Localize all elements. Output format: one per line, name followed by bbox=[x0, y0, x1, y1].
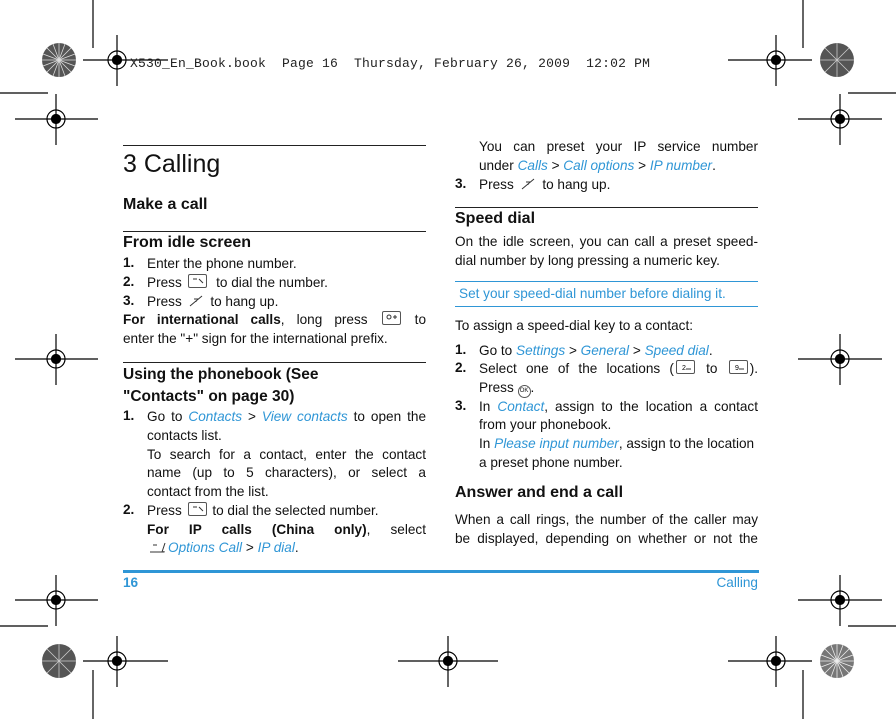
step-number: 2. bbox=[123, 274, 135, 289]
call-options-menu-link[interactable]: Call options bbox=[563, 158, 635, 173]
preset-line-1: You can preset your IP service number bbox=[479, 139, 758, 154]
speed-dial-para-2: dial number by long pressing a numeric key. bbox=[455, 253, 720, 268]
please-input-number-link[interactable]: Please input number bbox=[494, 436, 619, 451]
page-number: 16 bbox=[123, 575, 139, 590]
phonebook-rule bbox=[123, 362, 426, 363]
step-number: 2. bbox=[455, 360, 467, 375]
step-number: 1. bbox=[123, 255, 135, 270]
idle-heading: From idle screen bbox=[123, 234, 252, 251]
key-2-icon bbox=[676, 360, 695, 374]
answer-para-1: When a call rings, the number of the caller may bbox=[455, 512, 758, 527]
book-file-info: X530_En_Book.book Page 16 Thursday, February 26, 2009 12:02 PM bbox=[130, 56, 651, 71]
footer-section-title: Calling bbox=[716, 575, 758, 590]
ip-calls-line-2: Options Call > IP dial. bbox=[147, 539, 299, 558]
step-number: 3. bbox=[123, 293, 135, 308]
ip-calls-line-1: For IP calls (China only), select bbox=[147, 522, 426, 537]
settings-menu-link[interactable]: Settings bbox=[516, 343, 566, 358]
footer-rule bbox=[123, 570, 759, 573]
search-line-2: name (up to 5 characters), or select a bbox=[147, 465, 426, 480]
step-number: 1. bbox=[455, 342, 467, 357]
preset-line-2: under Calls > Call options > IP number. bbox=[479, 158, 716, 173]
step-number: 2. bbox=[123, 502, 135, 517]
chapter-rule bbox=[123, 145, 426, 146]
speed-dial-para-1: On the idle screen, you can call a preset speed- bbox=[455, 234, 758, 249]
contacts-menu-link[interactable]: Contacts bbox=[188, 409, 243, 424]
phonebook-step-1-line2: contacts list. bbox=[147, 428, 222, 443]
hang-up-step: Press to hang up. bbox=[479, 177, 611, 192]
left-softkey-icon bbox=[149, 541, 166, 553]
assign-step-2-press: Press OK . bbox=[479, 379, 534, 398]
make-call-heading: Make a call bbox=[123, 196, 208, 213]
step-number: 1. bbox=[123, 408, 135, 423]
step-number: 3. bbox=[455, 176, 467, 191]
answer-para-2: be displayed, depending on whether or not the bbox=[455, 531, 758, 546]
idle-step-3: Press to hang up. bbox=[147, 294, 279, 309]
call-menu-link[interactable]: Call bbox=[218, 540, 243, 555]
search-line-3: contact from the list. bbox=[147, 484, 269, 499]
phonebook-heading-1: Using the phonebook (See bbox=[123, 366, 319, 383]
idle-rule bbox=[123, 231, 426, 232]
idle-step-1: Enter the phone number. bbox=[147, 256, 297, 271]
step-number: 3. bbox=[455, 398, 467, 413]
options-menu-link[interactable]: Options bbox=[168, 540, 215, 555]
assign-intro: To assign a speed-dial key to a contact: bbox=[455, 318, 694, 333]
ip-number-menu-link[interactable]: IP number bbox=[649, 158, 713, 173]
assign-step-1: Go to Settings > General > Speed dial. bbox=[479, 343, 713, 358]
call-key-icon bbox=[188, 502, 207, 516]
key-9-icon bbox=[729, 360, 748, 374]
call-key-icon bbox=[188, 274, 207, 288]
end-key-icon bbox=[188, 295, 205, 307]
speed-dial-note: Set your speed-dial number before dialing it. bbox=[455, 281, 758, 307]
general-menu-link[interactable]: General bbox=[580, 343, 630, 358]
speed-dial-menu-link[interactable]: Speed dial bbox=[644, 343, 709, 358]
ip-dial-menu-link[interactable]: IP dial bbox=[257, 540, 295, 555]
calls-menu-link[interactable]: Calls bbox=[517, 158, 548, 173]
contact-option-link[interactable]: Contact bbox=[497, 399, 545, 414]
zero-plus-key-icon bbox=[382, 311, 401, 325]
intl-line-1: For international calls, long press to bbox=[123, 312, 427, 327]
answer-heading: Answer and end a call bbox=[455, 484, 624, 501]
end-key-icon bbox=[520, 178, 537, 190]
ok-key-icon: OK bbox=[518, 385, 531, 398]
assign-step-3-line2: from your phonebook. bbox=[479, 417, 612, 432]
assign-step-2: Select one of the locations ( 2 to 9 ). bbox=[479, 361, 759, 376]
speed-dial-heading: Speed dial bbox=[455, 210, 536, 227]
phonebook-step-2: Press to dial the selected number. bbox=[147, 503, 379, 518]
phonebook-heading-2: "Contacts" on page 30) bbox=[123, 388, 295, 405]
view-contacts-menu-link[interactable]: View contacts bbox=[261, 409, 348, 424]
assign-step-3-line3: In Please input number, assign to the location bbox=[479, 436, 755, 451]
assign-step-3-line4: a preset phone number. bbox=[479, 455, 623, 470]
idle-step-2: Press to dial the number. bbox=[147, 275, 328, 290]
svg-text:2: 2 bbox=[681, 365, 686, 372]
chapter-title: 3 Calling bbox=[123, 150, 221, 178]
svg-text:9: 9 bbox=[734, 365, 739, 372]
phonebook-step-1: Go to Contacts > View contacts to open the bbox=[147, 409, 427, 424]
assign-step-3: In Contact, assign to the location a contact bbox=[479, 399, 758, 414]
search-line-1: To search for a contact, enter the contact bbox=[147, 447, 426, 462]
intl-line-2: enter the "+" sign for the international prefix. bbox=[123, 331, 388, 346]
speed-dial-rule bbox=[455, 207, 758, 208]
